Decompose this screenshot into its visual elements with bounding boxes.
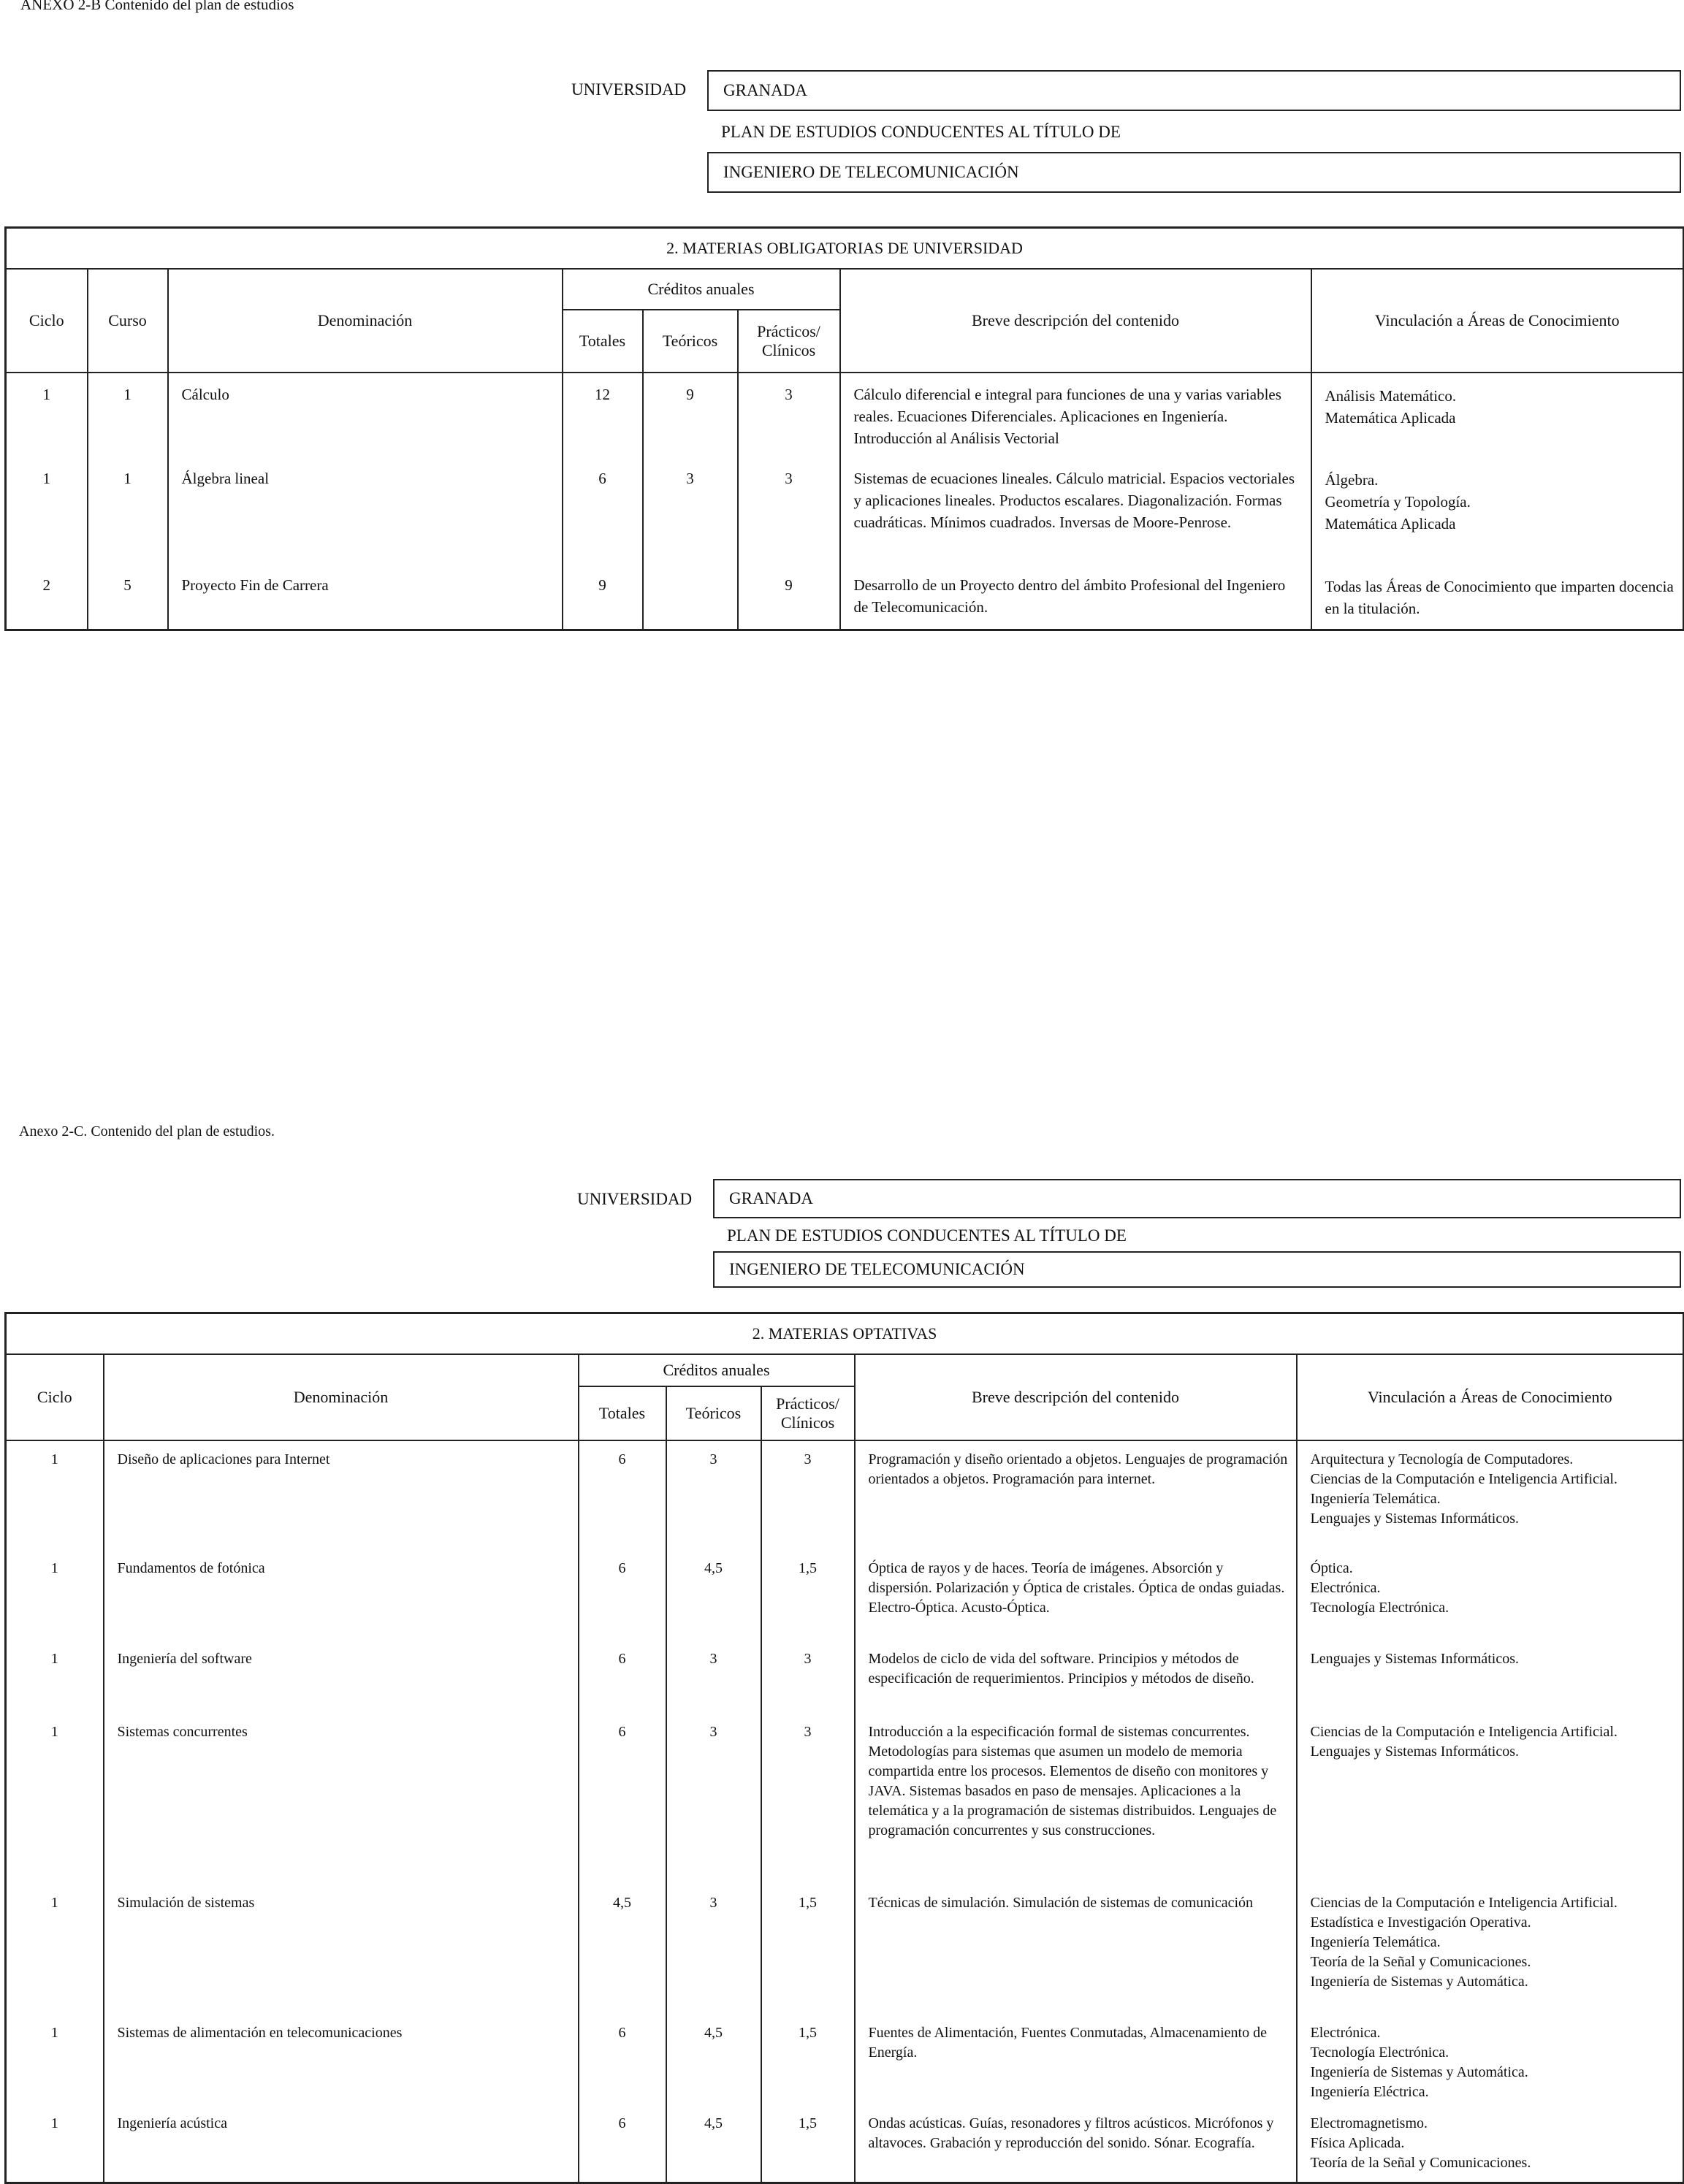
- cell-vinculacion: Ciencias de la Computación e Inteligencia Artificial. Lenguajes y Sistemas Informáticos.: [1297, 1714, 1684, 1885]
- cell-descripcion: Programación y diseño orientado a objetos. Lenguajes de programación orientados a objetos. Programación para internet.: [855, 1440, 1297, 1550]
- table-row: [6, 373, 1684, 457]
- col-curso: Curso: [88, 269, 168, 373]
- cell-curso: 1: [88, 457, 168, 564]
- col-practicos-2: Prácticos/ Clínicos: [761, 1386, 855, 1440]
- cell-ciclo: 2: [6, 564, 88, 630]
- col-teoricos-2: Teóricos: [666, 1386, 761, 1440]
- cell-denominacion: Fundamentos de fotónica: [104, 1550, 579, 1641]
- col-ciclo: Ciclo: [6, 269, 88, 373]
- cell-totales: 6: [563, 457, 643, 564]
- cell-ciclo: 1: [6, 2105, 104, 2183]
- cell-ciclo: 1: [6, 1714, 104, 1885]
- titulo-value-2: INGENIERO DE TELECOMUNICACIÓN: [729, 1260, 1025, 1278]
- cell-denominacion: Álgebra lineal: [168, 457, 563, 564]
- cell-descripcion: Ondas acústicas. Guías, resonadores y filtros acústicos. Micrófonos y altavoces. Grabación y reproducción del sonido. Sónar. Ecografía.: [855, 2105, 1297, 2183]
- col-ciclo-2: Ciclo: [6, 1354, 104, 1440]
- table-title: 2. MATERIAS OBLIGATORIAS DE UNIVERSIDAD: [6, 228, 1684, 270]
- cell-totales: 9: [563, 564, 643, 630]
- col-teoricos: Teóricos: [643, 310, 738, 373]
- cell-denominacion: Sistemas de alimentación en telecomunicaciones: [104, 2015, 579, 2105]
- cell-teoricos: 9: [643, 373, 738, 457]
- annex-title: ANEXO 2-B Contenido del plan de estudios: [20, 0, 294, 13]
- cell-teoricos: 3: [666, 1440, 761, 1550]
- cell-vinculacion: Álgebra. Geometría y Topología. Matemática Aplicada: [1311, 457, 1684, 564]
- universidad-label: UNIVERSIDAD: [571, 80, 687, 99]
- cell-denominacion: Simulación de sistemas: [104, 1885, 579, 2015]
- cell-totales: 6: [579, 1714, 666, 1885]
- cell-curso: 1: [88, 373, 168, 457]
- col-denominacion-2: Denominación: [104, 1354, 579, 1440]
- cell-practicos: 1,5: [761, 2105, 855, 2183]
- cell-practicos: 1,5: [761, 1550, 855, 1641]
- cell-descripcion: Cálculo diferencial e integral para funciones de una y varias variables reales. Ecuaciones Diferenciales. Aplicaciones en Ingeniería. Introducción al Análisis Vectorial: [840, 373, 1311, 457]
- table-row: [6, 564, 1684, 630]
- cell-ciclo: 1: [6, 2015, 104, 2105]
- annex-title-2: Anexo 2-C. Contenido del plan de estudios.: [19, 1123, 275, 1139]
- cell-totales: 6: [579, 1641, 666, 1714]
- cell-totales: 6: [579, 1550, 666, 1641]
- cell-denominacion: Proyecto Fin de Carrera: [168, 564, 563, 630]
- cell-teoricos: 3: [643, 457, 738, 564]
- universidad-value: GRANADA: [723, 81, 807, 99]
- cell-vinculacion: Lenguajes y Sistemas Informáticos.: [1297, 1641, 1684, 1714]
- cell-totales: 12: [563, 373, 643, 457]
- plan-label-2: PLAN DE ESTUDIOS CONDUCENTES AL TÍTULO DE: [727, 1226, 1127, 1245]
- cell-descripcion: Sistemas de ecuaciones lineales. Cálculo matricial. Espacios vectoriales y aplicaciones lineales. Productos escalares. Diagonalización. Formas cuadráticas. Mínimos cuadrados. Inversas de Moore-Penrose.: [840, 457, 1311, 564]
- optativas-table: [4, 1312, 1684, 2184]
- cell-practicos: 1,5: [761, 1885, 855, 2015]
- cell-ciclo: 1: [6, 373, 88, 457]
- cell-ciclo: 1: [6, 1885, 104, 2015]
- col-creditos: Créditos anuales: [563, 269, 840, 310]
- col-denominacion: Denominación: [168, 269, 563, 373]
- col-totales-2: Totales: [579, 1386, 666, 1440]
- obligatorias-table: [4, 226, 1684, 631]
- cell-descripcion: Técnicas de simulación. Simulación de sistemas de comunicación: [855, 1885, 1297, 2015]
- cell-vinculacion: Electromagnetismo. Física Aplicada. Teoría de la Señal y Comunicaciones.: [1297, 2105, 1684, 2183]
- cell-denominacion: Sistemas concurrentes: [104, 1714, 579, 1885]
- table-row: [6, 2015, 1684, 2105]
- table-row: [6, 1641, 1684, 1714]
- cell-practicos: 9: [738, 564, 840, 630]
- cell-descripcion: Introducción a la especificación formal de sistemas concurrentes. Metodologías para sistemas que asumen un modelo de memoria compartida entre los procesos. Elementos de diseño con monitores y JAVA. Sistemas basados en paso de mensajes. Aplicaciones a la telemática y a la programación de sistemas distribuidos. Lenguajes de programación concurrentes y sus construcciones.: [855, 1714, 1297, 1885]
- cell-descripcion: Fuentes de Alimentación, Fuentes Conmutadas, Almacenamiento de Energía.: [855, 2015, 1297, 2105]
- cell-vinculacion: Ciencias de la Computación e Inteligencia Artificial. Estadística e Investigación Operativa. Ingeniería Telemática. Teoría de la Señal y Comunicaciones. Ingeniería de Sistemas y Automática.: [1297, 1885, 1684, 2015]
- table-row: [6, 1550, 1684, 1641]
- cell-practicos: 3: [761, 1641, 855, 1714]
- cell-teoricos: 3: [666, 1885, 761, 2015]
- cell-totales: 6: [579, 2015, 666, 2105]
- cell-teoricos: [643, 564, 738, 630]
- cell-denominacion: Ingeniería acústica: [104, 2105, 579, 2183]
- cell-vinculacion: Todas las Áreas de Conocimiento que imparten docencia en la titulación.: [1311, 564, 1684, 630]
- cell-ciclo: 1: [6, 1641, 104, 1714]
- col-descripcion: Breve descripción del contenido: [840, 269, 1311, 373]
- cell-curso: 5: [88, 564, 168, 630]
- cell-descripcion: Desarrollo de un Proyecto dentro del ámbito Profesional del Ingeniero de Telecomunicación.: [840, 564, 1311, 630]
- col-totales: Totales: [563, 310, 643, 373]
- cell-descripcion: Óptica de rayos y de haces. Teoría de imágenes. Absorción y dispersión. Polarización y Óptica de cristales. Óptica de ondas guiadas. Electro-Óptica. Acusto-Óptica.: [855, 1550, 1297, 1641]
- cell-practicos: 1,5: [761, 2015, 855, 2105]
- titulo-value: INGENIERO DE TELECOMUNICACIÓN: [723, 163, 1019, 181]
- table-row: [6, 1440, 1684, 1550]
- cell-descripcion: Modelos de ciclo de vida del software. Principios y métodos de especificación de requerimientos. Principios y métodos de diseño.: [855, 1641, 1297, 1714]
- cell-vinculacion: Análisis Matemático. Matemática Aplicada: [1311, 373, 1684, 457]
- cell-ciclo: 1: [6, 1440, 104, 1550]
- cell-denominacion: Ingeniería del software: [104, 1641, 579, 1714]
- cell-practicos: 3: [761, 1714, 855, 1885]
- cell-practicos: 3: [761, 1440, 855, 1550]
- cell-totales: 6: [579, 1440, 666, 1550]
- cell-denominacion: Cálculo: [168, 373, 563, 457]
- cell-vinculacion: Electrónica. Tecnología Electrónica. Ingeniería de Sistemas y Automática. Ingeniería Eléctrica.: [1297, 2015, 1684, 2105]
- titulo-box-2: [713, 1251, 1681, 1288]
- universidad-box-2: [713, 1179, 1681, 1218]
- cell-denominacion: Diseño de aplicaciones para Internet: [104, 1440, 579, 1550]
- titulo-box: [707, 152, 1681, 193]
- cell-vinculacion: Óptica. Electrónica. Tecnología Electrónica.: [1297, 1550, 1684, 1641]
- cell-totales: 6: [579, 2105, 666, 2183]
- col-descripcion-2: Breve descripción del contenido: [855, 1354, 1297, 1440]
- cell-teoricos: 4,5: [666, 2105, 761, 2183]
- col-vinculacion-2: Vinculación a Áreas de Conocimiento: [1297, 1354, 1684, 1440]
- universidad-box: [707, 70, 1681, 111]
- cell-practicos: 3: [738, 373, 840, 457]
- cell-totales: 4,5: [579, 1885, 666, 2015]
- cell-teoricos: 4,5: [666, 1550, 761, 1641]
- col-practicos: Prácticos/ Clínicos: [738, 310, 840, 373]
- cell-teoricos: 3: [666, 1714, 761, 1885]
- col-creditos-2: Créditos anuales: [579, 1354, 855, 1386]
- cell-vinculacion: Arquitectura y Tecnología de Computadores. Ciencias de la Computación e Inteligencia Artificial. Ingeniería Telemática. Lenguajes y Sistemas Informáticos.: [1297, 1440, 1684, 1550]
- universidad-value-2: GRANADA: [729, 1189, 813, 1207]
- universidad-label-2: UNIVERSIDAD: [577, 1190, 693, 1208]
- table-row: [6, 1885, 1684, 2015]
- table-row: [6, 1714, 1684, 1885]
- col-vinculacion: Vinculación a Áreas de Conocimiento: [1311, 269, 1684, 373]
- cell-ciclo: 1: [6, 457, 88, 564]
- cell-ciclo: 1: [6, 1550, 104, 1641]
- table-row: [6, 457, 1684, 564]
- plan-label: PLAN DE ESTUDIOS CONDUCENTES AL TÍTULO DE: [721, 123, 1121, 141]
- table-row: [6, 2105, 1684, 2183]
- cell-teoricos: 3: [666, 1641, 761, 1714]
- cell-practicos: 3: [738, 457, 840, 564]
- cell-teoricos: 4,5: [666, 2015, 761, 2105]
- table-title-2: 2. MATERIAS OPTATIVAS: [6, 1313, 1684, 1355]
